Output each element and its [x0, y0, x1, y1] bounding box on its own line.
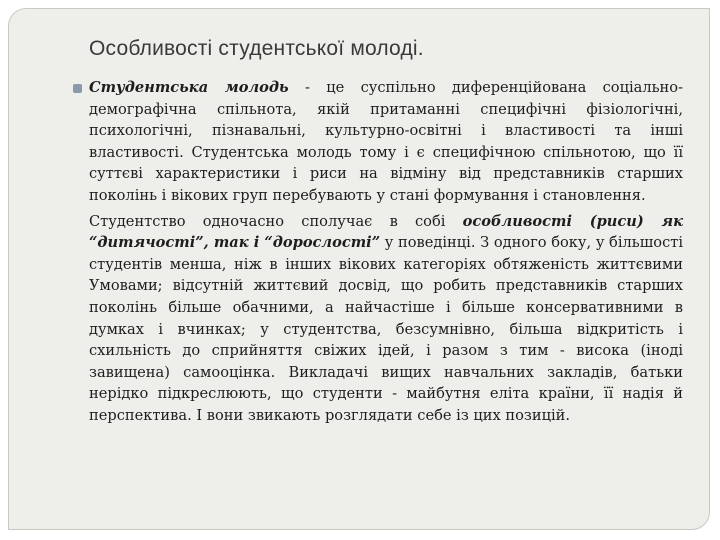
bullet-icon — [73, 84, 82, 93]
paragraph-definition — [89, 77, 683, 207]
paragraph-features — [89, 211, 683, 427]
features-emphasis: особливості (риси) як “дитячості”, так і “дорослості” — [89, 212, 683, 252]
term-student-youth: Студентська молодь — [89, 79, 289, 96]
slide-title: Особливості студентської молоді. — [89, 37, 424, 60]
features-text-after: у поведінці. З одного боку, у більшості студентів менша, ніж в інших вікових категоріях обтяженість життєвими Умовами; відсутній життєвий досвід, що робить представників старших поколінь більше обачними, а найчастіше і більше консервативними в думках і вчинках; у студентства, безсумнівно, більша відкритість і схильність до сприйняття свіжих ідей, і разом з тим - висока (іноді завищена) самооцінка. Викладачі вищих навчальних закладів, батьки нерідко підкреслюють, що студенти - майбутня еліта країни, її надія й перспектива. І вони звикають розглядати себе із цих позицій. — [89, 234, 683, 424]
definition-text: - це суспільно диференційована соціально-демографічна спільнота, якій притаманні специфічні фізіологічні, психологічні, пізнавальні, культурно-освітні і властивості та інші властивості. Студентська молодь тому і є специфічною спільнотою, що її суттєві характеристики і риси на відміну від представників старших поколінь і вікових груп перебувають у стані формування і становлення. — [89, 79, 683, 204]
slide-body — [89, 77, 683, 431]
slide — [8, 8, 710, 530]
features-text-before: Студентство одночасно сполучає в собі — [89, 212, 463, 230]
